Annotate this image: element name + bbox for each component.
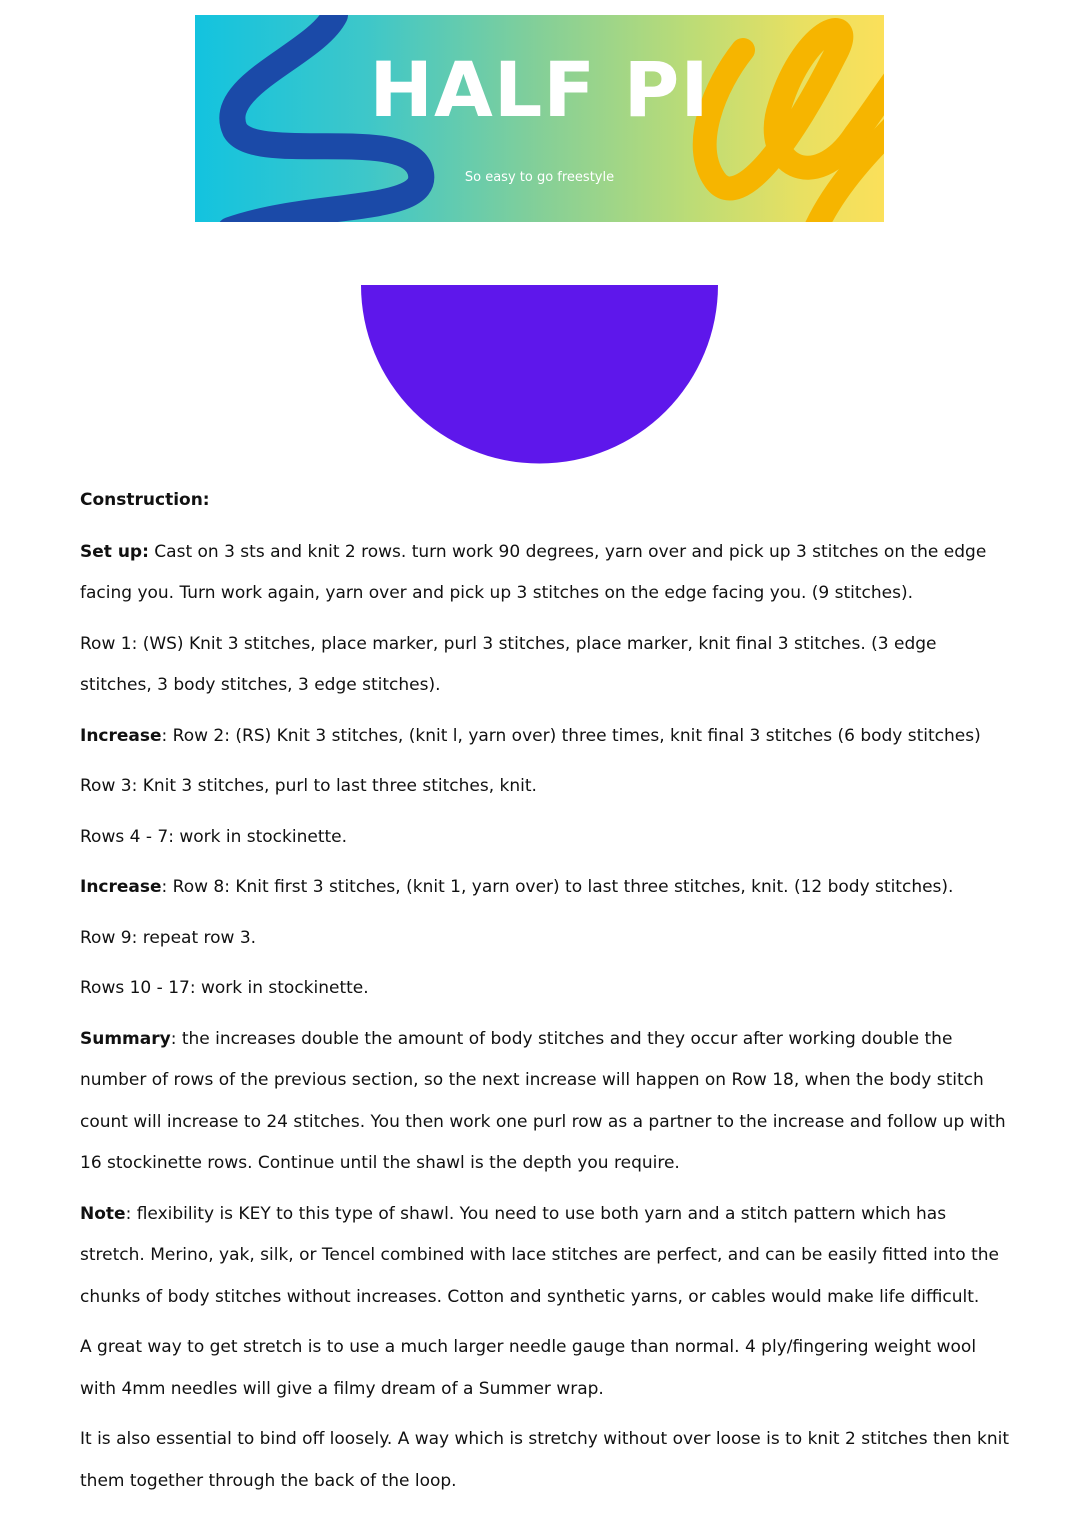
increase-row-8: Increase: Row 8: Knit first 3 stitches, (knit 1, yarn over) to last three stitches, knit. (12 body stitches).	[80, 877, 954, 897]
banner-subtitle: So easy to go freestyle	[464, 170, 615, 185]
setup-paragraph	[80, 532, 1010, 615]
increase-label: Increase	[80, 877, 162, 897]
header-banner	[195, 15, 884, 222]
stretch-tip-paragraph: A great way to get stretch is to use a much larger needle gauge than normal. 4 ply/fingering weight wool with 4mm needles will give a filmy dream of a Summer wrap.	[80, 1337, 977, 1399]
setup-text: Cast on 3 sts and knit 2 rows. turn work 90 degrees, yarn over and pick up 3 stitches on the edge facing you. Turn work again, yarn over and pick up 3 stitches on the edge facing you. (9 stitches).	[80, 541, 987, 603]
row-3-instruction: Row 3: Knit 3 stitches, purl to last three stitches, knit.	[80, 776, 537, 796]
row-9-instruction: Row 9: repeat row 3.	[80, 927, 257, 948]
increase-label: Increase	[80, 725, 162, 746]
rows-4-7-instruction: Rows 4 - 7: work in stockinette.	[80, 826, 348, 847]
rows-10-17-instruction: Rows 10 - 17: work in stockinette.	[80, 978, 369, 998]
note-label: Note	[80, 1203, 126, 1224]
summary-label: Summary	[80, 1028, 171, 1049]
half-pi-shape-diagram	[361, 285, 718, 464]
pattern-instructions	[80, 480, 1010, 1511]
increase-row-2: Increase: Row 2: (RS) Knit 3 stitches, (knit l, yarn over) three times, knit final 3 stitches (6 body stitches)	[80, 725, 981, 746]
banner-title: HALF PI	[369, 45, 710, 134]
section-heading: Construction:	[80, 490, 210, 510]
bind-off-tip-paragraph: It is also essential to bind off loosely. A way which is stretchy without over loose is to knit 2 stitches then knit them together through the back of the loop.	[80, 1429, 1010, 1491]
summary-paragraph: Summary: the increases double the amount of body stitches and they occur after working double the number of rows of the previous section, so the next increase will happen on Row 18, when the body stitch count will increase to 24 stitches. You then work one purl row as a partner to the increase and follow up with 16 stockinette rows. Continue until the shawl is the depth you require.	[80, 1028, 1006, 1173]
row-1-instruction: Row 1: (WS) Knit 3 stitches, place marker, purl 3 stitches, place marker, knit final 3 stitches. (3 edge stitches, 3 body stitches, 3 edge stitches).	[80, 633, 937, 695]
setup-label: Set up:	[80, 541, 149, 562]
note-paragraph: Note: flexibility is KEY to this type of shawl. You need to use both yarn and a stitch pattern which has stretch. Merino, yak, silk, or Tencel combined with lace stitches are perfect, and can be easily fitted into the chunks of body stitches without increases. Cotton and synthetic yarns, or cables would make life difficult.	[80, 1203, 999, 1307]
